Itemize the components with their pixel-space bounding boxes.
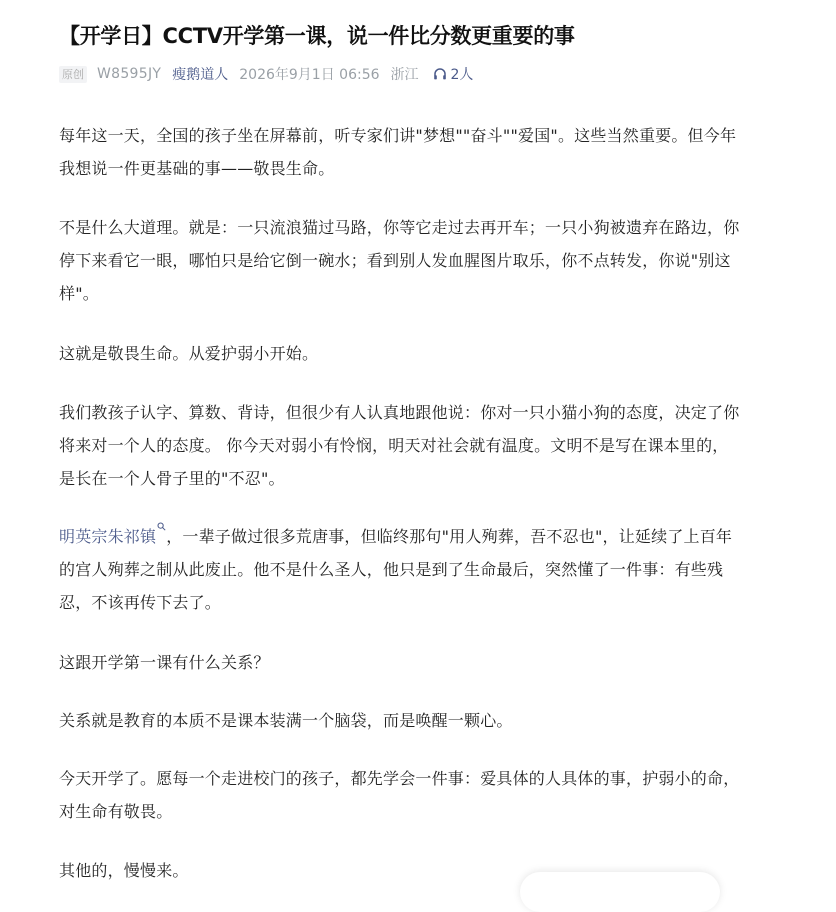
- search-icon: [157, 522, 166, 531]
- paragraph-8: 今天开学了。愿每一个走进校门的孩子，都先学会一件事：爱具体的人具体的事，护弱小的命，对生命有敬畏。: [59, 769, 740, 821]
- floating-toolbar[interactable]: [520, 872, 720, 912]
- article-title: 【开学日】CCTV开学第一课，说一件比分数更重要的事: [59, 24, 575, 48]
- headphones-icon: [433, 67, 447, 81]
- listen-button[interactable]: [433, 64, 474, 84]
- paragraph-5-text: ，一辈子做过很多荒唐事，但临终那句"用人殉葬，吾不忍也"，让延续了上百年的宫人殉葬之制从此废止。他不是什么圣人，他只是到了生命最后，突然懂了一件事：有些残忍，不该再传下去了。: [59, 527, 733, 612]
- original-badge: 原创: [59, 66, 87, 83]
- article-meta: [59, 64, 473, 84]
- publish-date: 2026年9月1日 06:56: [239, 67, 380, 83]
- paragraph-5: [59, 520, 744, 619]
- author-link[interactable]: 瘦鹅道人: [172, 67, 229, 83]
- paragraph-9: 其他的，慢慢来。: [59, 861, 189, 880]
- search-link[interactable]: [59, 527, 166, 546]
- paragraph-4: 我们教孩子认字、算数、背诗，但很少有人认真地跟他说：你对一只小猫小狗的态度，决定了你将来对一个人的态度。 你今天对弱小有怜悯，明天对社会就有温度。文明不是写在课本里的，是长在一个人骨子里的"不忍"。: [59, 403, 740, 488]
- paragraph-3: 这就是敬畏生命。从爱护弱小开始。: [59, 344, 319, 363]
- paragraph-6: 这跟开学第一课有什么关系？: [59, 653, 270, 672]
- search-link-text[interactable]: 明英宗朱祁镇: [59, 527, 157, 546]
- location: 浙江: [390, 67, 419, 83]
- listener-count: 2人: [450, 67, 474, 83]
- paragraph-2: 不是什么大道理。就是：一只流浪猫过马路，你等它走过去再开车；一只小狗被遗弃在路边，你停下来看它一眼，哪怕只是给它倒一碗水；看到别人发血腥图片取乐，你不点转发，你说"别这样"。: [59, 218, 740, 303]
- account-id[interactable]: W8595JY: [97, 66, 162, 82]
- paragraph-7: 关系就是教育的本质不是课本装满一个脑袋，而是唤醒一颗心。: [59, 711, 513, 730]
- paragraph-1: 每年这一天，全国的孩子坐在屏幕前，听专家们讲"梦想""奋斗""爱国"。这些当然重要。但今年我想说一件更基础的事——敬畏生命。: [59, 126, 737, 178]
